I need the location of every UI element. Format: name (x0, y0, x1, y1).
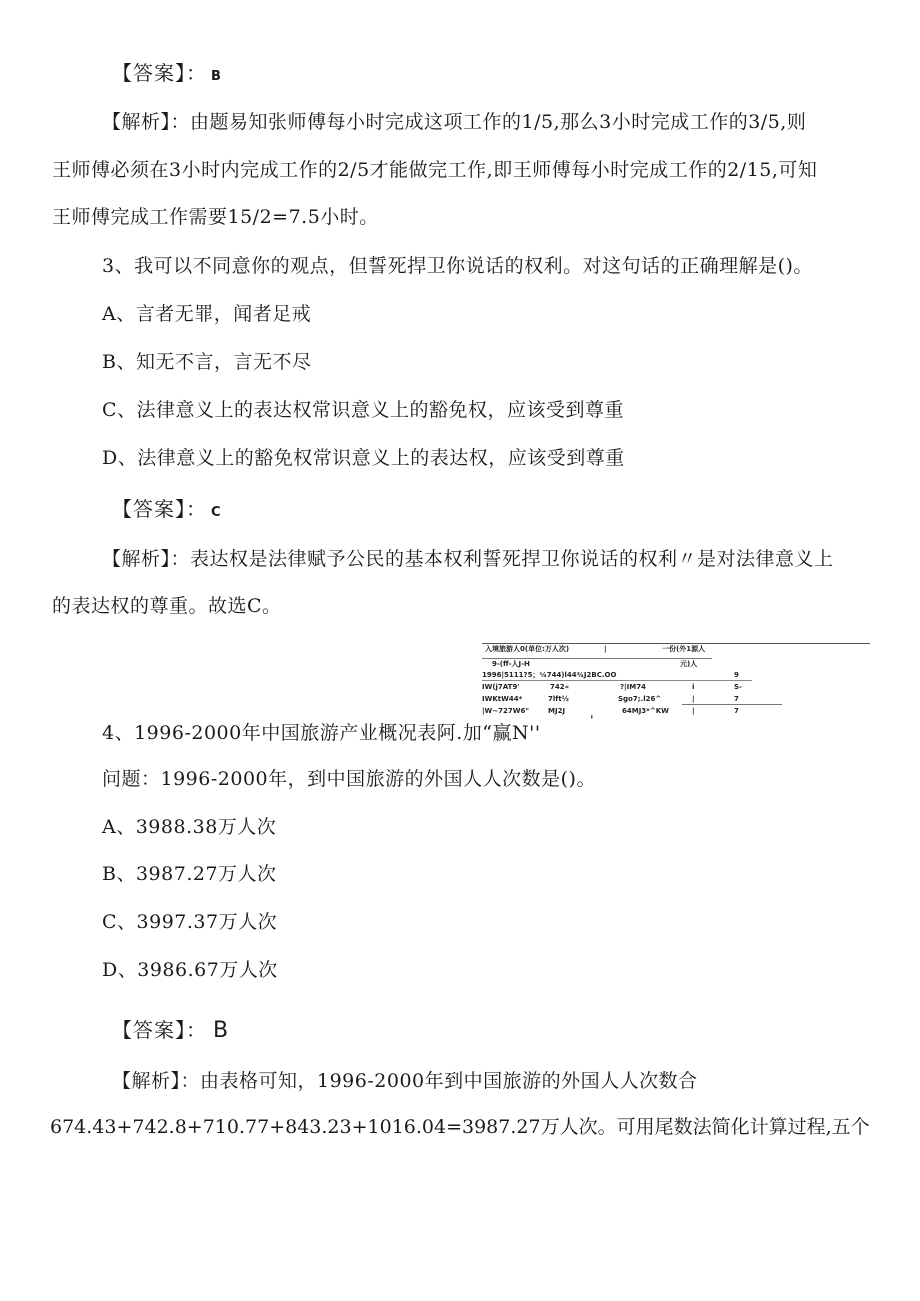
table-sub-2: 元)人 (680, 660, 698, 668)
q4-answer-value: B (213, 1018, 230, 1043)
q3-answer (112, 497, 222, 525)
q2-answer-label: 【答案】： (112, 61, 207, 85)
q4-option-b: B、3987.27万人次 (102, 863, 277, 885)
q3-option-d: D、法律意义上的豁免权常识意义上的表达权，应该受到尊重 (102, 447, 625, 469)
table-sub-1: 9-(ff-人J-H (492, 660, 530, 668)
q4-analysis-line-1: 【解析】：由表格可知，1996-2000年到中国旅游的外国人人次数合 (112, 1070, 698, 1092)
table-top-rule (482, 643, 870, 644)
q3-option-c: C、法律意义上的表达权常识意义上的豁免权，应该受到尊重 (102, 399, 625, 421)
q4-option-c: C、3997.37万人次 (102, 911, 278, 933)
q4-stem-line-2: 问题：1996-2000年，到中国旅游的外国人人次数是()。 (102, 768, 596, 790)
q4-answer-label: 【答案】： (112, 1018, 207, 1042)
q4-answer (112, 1018, 229, 1043)
q2-answer (112, 61, 222, 89)
q4-analysis-line-2: 674.43+742.8+710.77+843.23+1016.04=3987.27万人次。可用尾数法简化计算过程,五个 (50, 1116, 870, 1138)
q4-option-a: A、3988.38万人次 (102, 816, 277, 838)
q3-analysis-line-1: 【解析】：表达权是法律赋予公民的基本权利誓死捍卫你说话的权利〃是对法律意义上 (102, 548, 834, 570)
q2-analysis-line-1: 【解析】：由题易知张师傅每小时完成这项工作的1/5,那么3小时完成工作的3/5,则 (102, 111, 807, 133)
q3-option-b: B、知无不言，言无不尽 (102, 351, 312, 373)
q3-stem: 3、我可以不同意你的观点，但誓死捍卫你说话的权利。对这句话的正确理解是()。 (102, 255, 813, 277)
q3-option-a: A、言者无罪，闻者足戒 (102, 303, 312, 325)
stray-mark: ' (590, 714, 594, 729)
table-row-1: 1996|5111?5；¼744)l44¾J2BC.OO (482, 671, 617, 679)
table-header-2: 一份(外1源人 (662, 645, 706, 653)
q2-analysis-line-2: 王师傅必须在3小时内完成工作的2/5才能做完工作,即王师傅每小时完成工作的2/15,可知 (52, 159, 818, 181)
tourism-table-scan: 入境旅游人0(单位:万人次) | 一份(外1源人 9-(ff-人J-H 元)人 1996|5111?5；¼744)l44¾J2BC.OO 9 IW(j7AT9' 742« ?|IM74 i S- IWKtW44* 7lft½ Sgo7;.l26^ | 7 |W~727W6" MJ2J 64MJ3*^KW | 7 (482, 640, 870, 720)
q3-analysis-line-2: 的表达权的尊重。故选C。 (52, 595, 282, 617)
table-header-1: 入境旅游人0(单位:万人次) (485, 645, 570, 653)
q4-option-d: D、3986.67万人次 (102, 959, 278, 981)
q3-answer-label: 【答案】： (112, 497, 207, 521)
q2-analysis-line-3: 王师傅完成工作需要15/2=7.5小时。 (52, 206, 379, 228)
q2-answer-value: B (211, 69, 222, 84)
q3-answer-value: C (211, 505, 222, 520)
q4-stem-line-1: 4、1996-2000年中国旅游产业概况表阿.加“赢N'' (102, 722, 541, 744)
